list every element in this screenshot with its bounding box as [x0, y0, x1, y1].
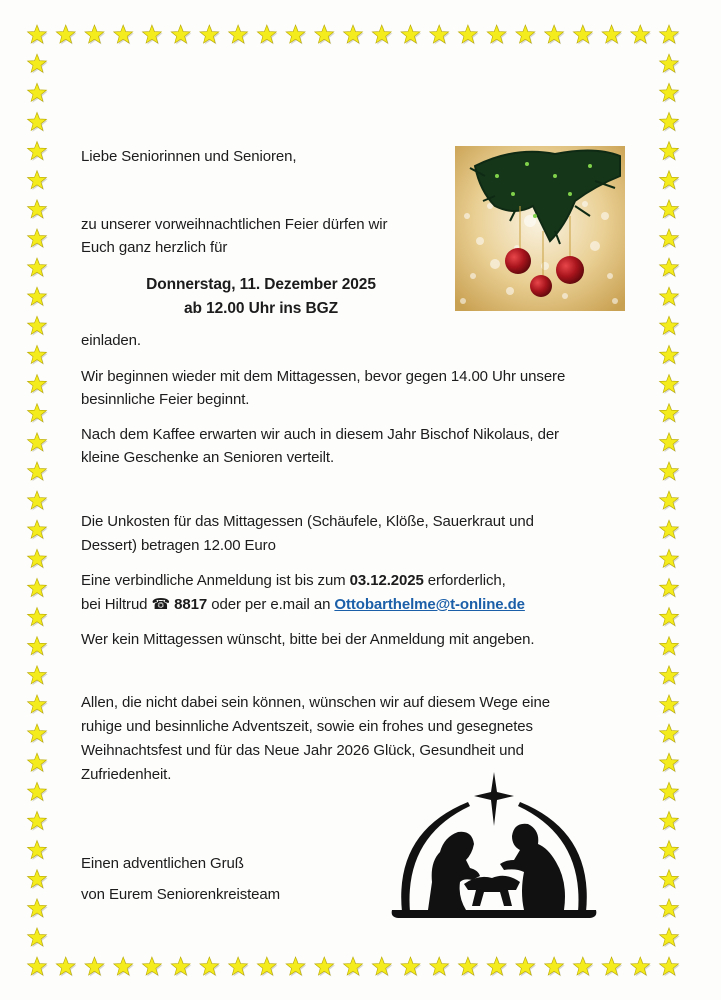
star-icon	[659, 608, 679, 627]
star-icon	[659, 928, 679, 947]
star-icon	[142, 25, 162, 44]
star-icon	[659, 83, 679, 102]
star-icon	[56, 957, 76, 976]
star-icon	[114, 25, 134, 44]
star-icon	[27, 83, 47, 102]
greeting: Liebe Seniorinnen und Senioren,	[81, 148, 297, 165]
star-icon	[257, 25, 277, 44]
star-icon	[659, 345, 679, 364]
star-icon	[27, 462, 47, 481]
star-icon	[458, 957, 478, 976]
star-icon	[27, 200, 47, 219]
star-icon	[142, 957, 162, 976]
phone-number: 8817	[174, 596, 208, 613]
ground	[392, 910, 597, 918]
star-icon	[659, 375, 679, 394]
wishes-line-4: Zufriedenheit.	[81, 766, 172, 783]
star-icon	[27, 928, 47, 947]
star-icon	[430, 25, 450, 44]
star-icon	[27, 171, 47, 190]
star-icon	[659, 258, 679, 277]
star-icon	[85, 957, 105, 976]
star-icon	[659, 841, 679, 860]
star-icon	[27, 899, 47, 918]
star-icon	[516, 25, 536, 44]
star-icon	[27, 870, 47, 889]
star-icon	[27, 229, 47, 248]
star-icon	[516, 957, 536, 976]
star-icon	[27, 433, 47, 452]
nikolaus-line-2: kleine Geschenke an Senioren verteilt.	[81, 449, 335, 466]
star-icon	[659, 112, 679, 131]
star-icon	[659, 316, 679, 335]
star-icon	[27, 345, 47, 364]
star-icon	[545, 25, 565, 44]
nikolaus-line-1: Nach dem Kaffee erwarten wir auch in diesem Jahr Bischof Nikolaus, der	[81, 426, 559, 443]
star-icon	[659, 142, 679, 161]
star-icon	[659, 433, 679, 452]
star-icon	[631, 25, 651, 44]
event-date: Donnerstag, 11. Dezember 2025	[146, 276, 376, 293]
star-icon	[659, 811, 679, 830]
star-icon	[56, 25, 76, 44]
star-icon	[659, 54, 679, 73]
star-icon	[286, 25, 306, 44]
email-link[interactable]: Ottobarthelme@t-online.de	[334, 596, 525, 613]
star-icon	[27, 724, 47, 743]
nativity-silhouette-image	[388, 772, 600, 922]
star-icon	[659, 695, 679, 714]
star-icon	[602, 957, 622, 976]
star-icon	[659, 753, 679, 772]
star-icon	[401, 25, 421, 44]
star-icon	[315, 957, 335, 976]
bethlehem-star-icon	[474, 772, 514, 826]
cost-line-2: Dessert) betragen 12.00 Euro	[81, 537, 276, 554]
star-icon	[286, 957, 306, 976]
star-icon	[27, 375, 47, 394]
star-icon	[27, 578, 47, 597]
signature: von Eurem Seniorenkreisteam	[81, 886, 281, 903]
star-icon	[659, 782, 679, 801]
star-icon	[343, 957, 363, 976]
star-icon	[27, 841, 47, 860]
star-icon	[372, 25, 392, 44]
star-icon	[171, 957, 191, 976]
star-icon	[372, 957, 392, 976]
star-icon	[27, 753, 47, 772]
closing: Einen adventlichen Gruß	[81, 855, 244, 872]
star-icon	[27, 637, 47, 656]
registration-line-2	[81, 592, 525, 617]
star-icon	[229, 25, 249, 44]
star-icon	[27, 695, 47, 714]
registration-text-a: Eine verbindliche Anmeldung ist bis zum	[81, 572, 350, 589]
star-icon	[659, 200, 679, 219]
star-icon	[659, 637, 679, 656]
invite-word: einladen.	[81, 332, 141, 349]
christmas-branch-ornaments-image	[455, 146, 625, 311]
registration-line-1	[81, 568, 506, 593]
star-icon	[487, 25, 507, 44]
star-icon	[659, 404, 679, 423]
manger-silhouette	[464, 876, 520, 906]
star-icon	[343, 25, 363, 44]
star-icon	[458, 25, 478, 44]
registration-email-intro: oder per e.mail an	[207, 596, 335, 613]
mary-silhouette	[428, 832, 480, 910]
star-icon	[27, 520, 47, 539]
star-icon	[659, 549, 679, 568]
registration-text-b: erforderlich,	[423, 572, 506, 589]
star-icon	[487, 957, 507, 976]
star-icon	[659, 724, 679, 743]
star-icon	[573, 957, 593, 976]
star-icon	[27, 316, 47, 335]
star-icon	[27, 54, 47, 73]
star-icon	[27, 142, 47, 161]
lunch-line-1: Wir beginnen wieder mit dem Mittagessen, bevor gegen 14.00 Uhr unsere	[81, 368, 566, 385]
wishes-line-2: ruhige und besinnliche Adventszeit, sowie ein frohes und gesegnetes	[81, 718, 533, 735]
star-icon	[659, 171, 679, 190]
star-icon	[631, 957, 651, 976]
star-icon	[200, 25, 220, 44]
star-icon	[602, 25, 622, 44]
wishes-line-1: Allen, die nicht dabei sein können, wünschen wir auf diesem Wege eine	[81, 694, 550, 711]
star-icon	[659, 899, 679, 918]
star-icon	[659, 578, 679, 597]
star-icon	[27, 491, 47, 510]
intro-line-1: zu unserer vorweihnachtlichen Feier dürfen wir	[81, 216, 388, 233]
star-icon	[27, 957, 47, 976]
lunch-line-2: besinnliche Feier beginnt.	[81, 391, 250, 408]
star-icon	[171, 25, 191, 44]
cost-line-1: Die Unkosten für das Mittagessen (Schäufele, Klöße, Sauerkraut und	[81, 513, 534, 530]
no-lunch-note: Wer kein Mittagessen wünscht, bitte bei der Anmeldung mit angeben.	[81, 631, 535, 648]
star-icon	[27, 287, 47, 306]
star-icon	[659, 666, 679, 685]
star-icon	[659, 870, 679, 889]
star-icon	[315, 25, 335, 44]
star-icon	[659, 491, 679, 510]
star-icon	[659, 25, 679, 44]
star-icon	[659, 462, 679, 481]
star-icon	[430, 957, 450, 976]
star-icon	[27, 404, 47, 423]
star-icon	[229, 957, 249, 976]
star-icon	[659, 520, 679, 539]
star-icon	[85, 25, 105, 44]
intro-line-2: Euch ganz herzlich für	[81, 239, 228, 256]
ornament-ball	[505, 248, 531, 274]
star-icon	[27, 811, 47, 830]
star-icon	[27, 608, 47, 627]
wishes-line-3: Weihnachtsfest und für das Neue Jahr 2026 Glück, Gesundheit und	[81, 742, 524, 759]
star-icon	[27, 258, 47, 277]
registration-contact: bei Hiltrud	[81, 596, 152, 613]
star-icon	[27, 782, 47, 801]
ornament-ball	[530, 275, 552, 297]
star-icon	[659, 229, 679, 248]
star-icon	[545, 957, 565, 976]
ornament-ball	[556, 256, 584, 284]
star-icon	[114, 957, 134, 976]
registration-deadline: 03.12.2025	[349, 572, 424, 589]
star-icon	[27, 25, 47, 44]
star-icon	[401, 957, 421, 976]
star-icon	[200, 957, 220, 976]
star-icon	[27, 112, 47, 131]
phone-icon: ☎	[151, 596, 171, 613]
star-icon	[27, 666, 47, 685]
star-icon	[659, 957, 679, 976]
star-icon	[659, 287, 679, 306]
star-icon	[573, 25, 593, 44]
event-time-place: ab 12.00 Uhr ins BGZ	[184, 300, 338, 317]
star-icon	[257, 957, 277, 976]
star-icon	[27, 549, 47, 568]
